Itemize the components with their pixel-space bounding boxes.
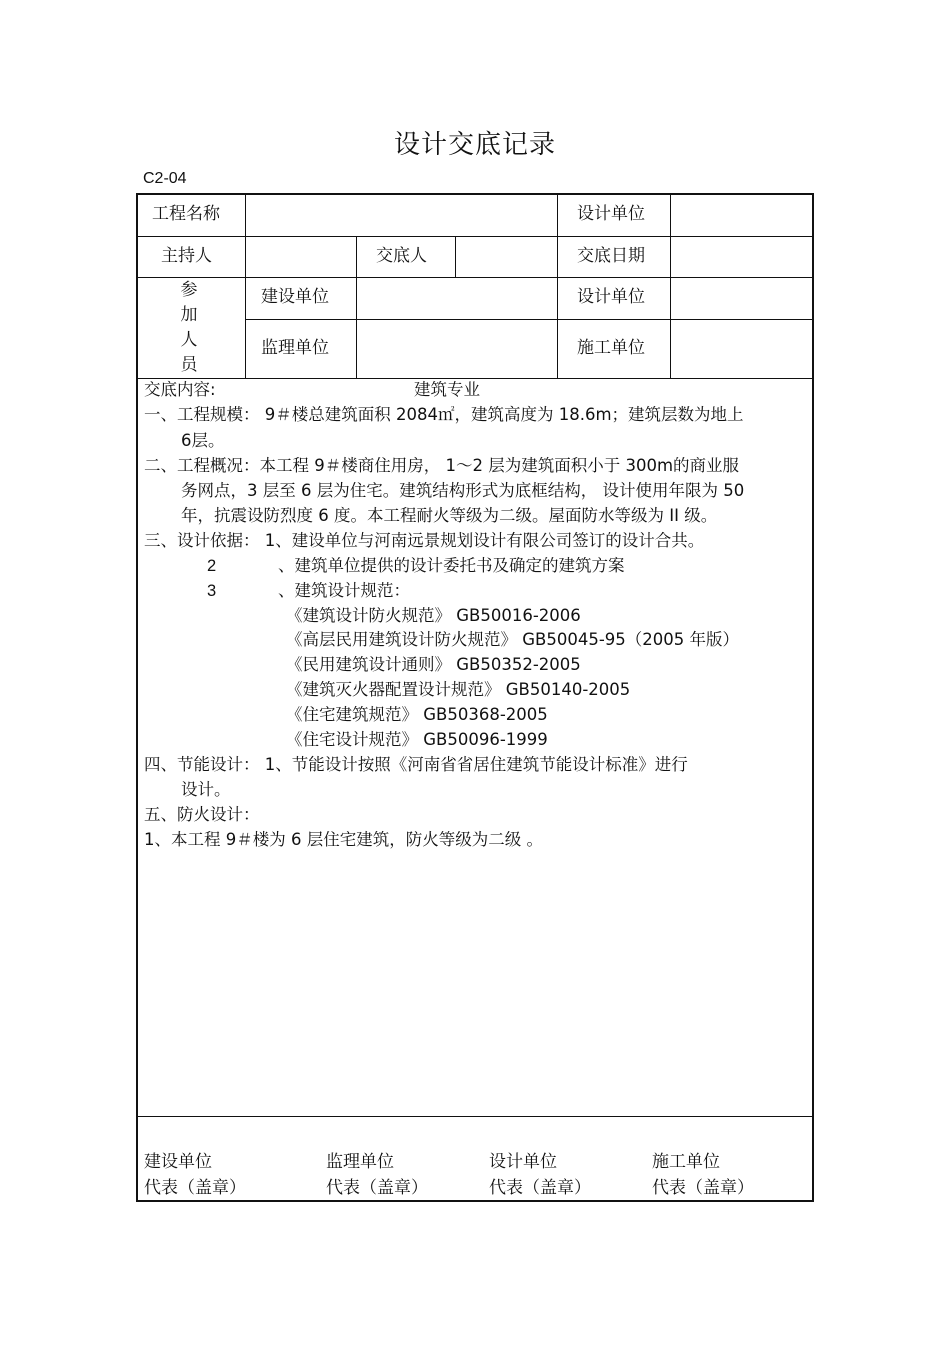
code-ref-line: 《民用建筑设计通则》 GB50352-2005 xyxy=(286,655,581,674)
form-code: C2-04 xyxy=(143,170,187,187)
row-divider xyxy=(136,236,814,237)
code-ref-line: 《建筑设计防火规范》 GB50016-2006 xyxy=(286,606,581,625)
project-name-label: 工程名称 xyxy=(152,204,220,224)
supervisor-label: 监理单位 xyxy=(261,338,329,358)
content-discipline: 建筑专业 xyxy=(414,380,480,399)
code-ref-line: 《住宅建筑规范》 GB50368-2005 xyxy=(286,705,548,724)
content-line: 五、防火设计： xyxy=(144,805,260,824)
content-heading: 交底内容: xyxy=(144,380,216,399)
content-line: 设计。 xyxy=(181,780,231,799)
row-divider xyxy=(245,319,814,320)
design-unit-label-2: 设计单位 xyxy=(577,287,645,307)
row-divider xyxy=(136,1116,814,1117)
design-unit-label: 设计单位 xyxy=(577,204,645,224)
participants-char: 员 xyxy=(180,355,198,375)
contractor-label: 施工单位 xyxy=(577,338,645,358)
content-line: 年，抗震设防烈度 6 度。本工程耐火等级为二级。屋面防水等级为 II 级。 xyxy=(181,506,718,525)
col-divider xyxy=(670,195,671,378)
content-line: 四、节能设计： 1、节能设计按照《河南省省居住建筑节能设计标准》进行 xyxy=(144,755,688,774)
signature-rep: 代表（盖章） xyxy=(144,1178,246,1198)
signature-rep: 代表（盖章） xyxy=(652,1178,754,1198)
signature-rep: 代表（盖章） xyxy=(489,1178,591,1198)
builder-label: 建设单位 xyxy=(261,287,329,307)
content-line-number: 3 xyxy=(207,582,217,600)
content-line: 1、本工程 9＃楼为 6 层住宅建筑，防火等级为二级 。 xyxy=(144,830,543,849)
content-line: 二、工程概况：本工程 9＃楼商住用房， 1～2 层为建筑面积小于 300m的商业服 xyxy=(144,456,740,475)
row-divider xyxy=(136,378,814,379)
content-line: 、建筑单位提供的设计委托书及确定的建筑方案 xyxy=(278,556,625,575)
content-line-number: 2 xyxy=(207,557,217,575)
col-divider xyxy=(245,195,246,378)
participants-label xyxy=(174,278,204,378)
signature-unit: 建设单位 xyxy=(144,1152,212,1172)
date-label: 交底日期 xyxy=(577,246,645,266)
content-line: 三、设计依据： 1、建设单位与河南远景规划设计有限公司签订的设计合共。 xyxy=(144,531,705,550)
code-ref-line: 《高层民用建筑设计防火规范》 GB50045-95（2005 年版） xyxy=(286,630,740,649)
participants-char: 加 xyxy=(180,305,198,325)
signature-unit: 施工单位 xyxy=(652,1152,720,1172)
col-divider xyxy=(557,195,558,378)
col-divider xyxy=(356,236,357,378)
row-divider xyxy=(136,277,814,278)
signature-unit: 设计单位 xyxy=(489,1152,557,1172)
signature-unit: 监理单位 xyxy=(326,1152,394,1172)
code-ref-line: 《住宅设计规范》 GB50096-1999 xyxy=(286,730,548,749)
content-line: 、建筑设计规范： xyxy=(278,581,410,600)
page-title: 设计交底记录 xyxy=(393,130,556,160)
content-line: 务网点，3 层至 6 层为住宅。建筑结构形式为底框结构， 设计使用年限为 50 xyxy=(181,481,745,500)
participants-char: 人 xyxy=(180,330,198,350)
participants-char: 参 xyxy=(180,280,198,300)
content-line: 6层。 xyxy=(181,431,225,450)
signature-rep: 代表（盖章） xyxy=(326,1178,428,1198)
col-divider xyxy=(455,236,456,277)
content-line: 一、工程规模： 9＃楼总建筑面积 2084㎡，建筑高度为 18.6m；建筑层数为地上 xyxy=(144,405,744,424)
presenter-label: 交底人 xyxy=(376,246,427,266)
host-label: 主持人 xyxy=(161,246,212,266)
code-ref-line: 《建筑灭火器配置设计规范》 GB50140-2005 xyxy=(286,680,631,699)
